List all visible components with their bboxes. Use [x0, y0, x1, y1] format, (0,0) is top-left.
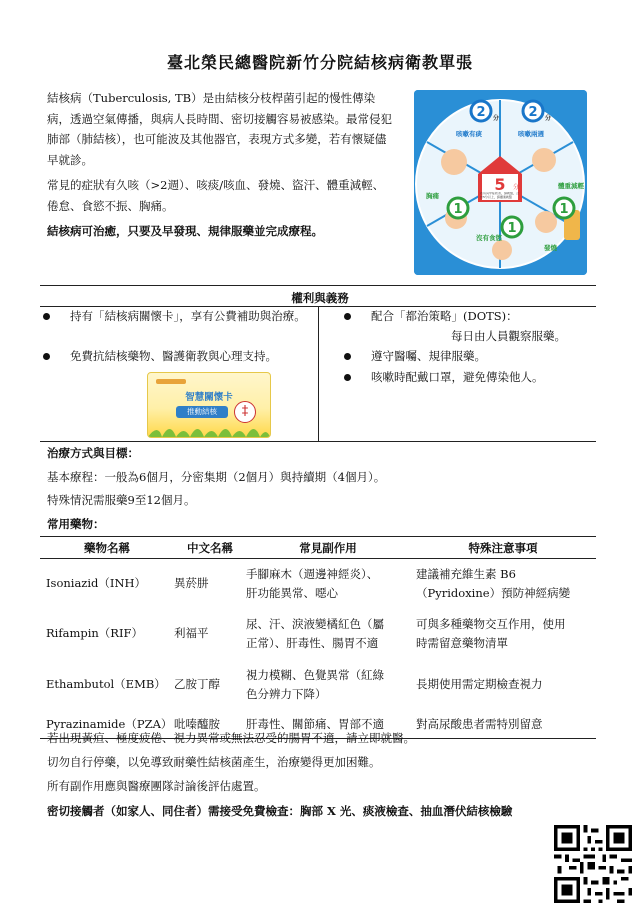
drug-side-effects: 手腳麻木（週邊神經炎）、 肝功能異常、噁心	[246, 566, 379, 600]
drug-notes: 長期使用需定期檢查視力	[416, 677, 543, 691]
label-chest-pain: 胸痛	[426, 192, 439, 200]
card-button: 推動結核	[176, 406, 228, 418]
intro-paragraph-2: 常見的症狀有久咳（>2週）、咳痰/咳血、發燒、盜汗、體重減輕、倦怠、食慾不振、胸痛。	[47, 178, 385, 213]
drug-table	[40, 536, 596, 739]
note-discuss-team: 所有副作用應與醫療團隊討論後評估處置。	[47, 779, 266, 793]
drug-name: Ethambutol（EMB）	[46, 677, 166, 691]
bullet-icon	[43, 313, 50, 320]
drug-chinese-name: 吡嗪醯胺	[174, 716, 220, 731]
drug-name: Pyrazinamide（PZA）	[46, 716, 173, 731]
column-header: 藥物名稱	[40, 537, 174, 559]
card-title: 智慧關懷卡	[185, 392, 233, 403]
bullet-icon	[43, 353, 50, 360]
rights-bottom-rule	[40, 441, 596, 442]
intro-paragraph-1: 結核病（Tuberculosis, TB）是由結核分枝桿菌引起的慢性傳染病，透過空氣傳播，與病人長時間、密切接觸容易被感染。最常侵犯肺部（肺結核），也可能波及其他器官，表現方式多變，若有懷疑儘早就診。	[47, 91, 392, 167]
figure-coughing	[441, 149, 467, 175]
tb-care-card-image	[147, 372, 271, 438]
score-badge-5: 1	[559, 202, 569, 217]
bullet-icon	[344, 313, 351, 320]
rights-title: 權利與義務	[291, 291, 349, 305]
rights-item: 免費抗結核藥物、醫護衛教與心理支持。	[70, 346, 310, 366]
double-cross-icon: ‡	[234, 401, 256, 423]
drug-chinese-name: 乙胺丁醇	[174, 677, 220, 691]
note-do-not-stop: 切勿自行停藥，以免導致耐藥性結核菌產生，治療變得更加困難。	[47, 755, 381, 769]
rights-divider	[318, 306, 319, 441]
qr-code-image[interactable]	[552, 825, 634, 903]
svg-text:分: 分	[545, 115, 552, 122]
treatment-special-case: 特殊情況需服藥9至12個月。	[47, 493, 196, 507]
svg-text:分: 分	[493, 115, 500, 122]
page-title: 臺北榮民總醫院新竹分院結核病衛教單張	[166, 53, 473, 72]
score-badge-2: 2	[528, 105, 538, 120]
note-seek-care: 若出現黃疸、極度疲倦、視力異常或無法忍受的腸胃不適，請立即就醫。	[47, 731, 415, 745]
treatment-heading: 治療方式與目標：	[47, 446, 139, 460]
label-cough-phlegm: 咳嗽有痰	[456, 130, 482, 138]
symptom-wheel-graphic	[414, 90, 587, 275]
label-no-appetite: 沒有食慾	[476, 234, 502, 242]
score-badge-3: 1	[453, 202, 463, 217]
table-row	[40, 559, 596, 609]
drug-notes: 可與多種藥物交互作用，使用 時需留意藥物清單	[416, 616, 566, 650]
drug-notes: 對高尿酸患者需特別留意	[416, 716, 543, 731]
column-header: 中文名稱	[174, 537, 246, 559]
bullet-icon	[344, 374, 351, 381]
rights-top-rule	[40, 285, 596, 286]
label-cough-two-weeks: 咳嗽兩週	[518, 130, 544, 138]
column-header: 特殊注意事項	[410, 537, 596, 559]
center-caption: 若有其中症狀者，請就醫，合計5分以上，請儘速就醫	[480, 192, 520, 199]
svg-text:分: 分	[513, 184, 520, 191]
note-close-contacts: 密切接觸者（如家人、同住者）需接受免費檢查：胸部 X 光、痰液檢查、抽血潛伏結核檢驗	[47, 804, 513, 818]
center-score: 5	[494, 175, 506, 194]
score-badge-1: 2	[476, 105, 486, 120]
drug-side-effects: 尿、汗、淚液變橘紅色（屬 正常）、肝毒性、腸胃不適	[246, 616, 384, 650]
drug-name: Isoniazid（INH）	[46, 576, 147, 591]
bullet-icon	[344, 353, 351, 360]
drug-chinese-name: 異菸肼	[174, 576, 209, 591]
label-fever: 發燒	[544, 244, 557, 252]
drug-notes: 建議補充維生素 B6 （Pyridoxine）預防神經病變	[416, 566, 571, 600]
rights-item: 持有「結核病關懷卡」，享有公費補助與治療。	[70, 306, 310, 326]
duties-item: 咳嗽時配戴口罩，避免傳染他人。	[371, 367, 591, 387]
card-grass-decoration	[148, 421, 270, 437]
duties-item: 配合「都治策略」(DOTS)： 每日由人員觀察服藥。	[371, 306, 591, 346]
score-badge-4: 1	[507, 221, 517, 236]
intro-text	[47, 88, 392, 247]
duties-item: 遵守醫囑、規律服藥。	[371, 346, 591, 366]
column-header: 常見副作用	[246, 537, 410, 559]
drugs-heading: 常用藥物：	[47, 517, 105, 531]
table-row	[40, 659, 596, 711]
table-row	[40, 609, 596, 659]
symptom-score-wheel	[414, 90, 587, 275]
table-header-row	[40, 537, 596, 559]
drug-chinese-name: 利福平	[174, 626, 209, 640]
drug-side-effects: 視力模糊、色覺異常（紅綠 色分辨力下降）	[246, 667, 384, 701]
intro-paragraph-3: 結核病可治癒，只要及早發現、規律服藥並完成療程。	[47, 224, 323, 238]
label-weight-loss: 體重減輕	[558, 182, 584, 190]
treatment-basic-course: 基本療程：一般為6個月，分密集期（2個月）與持續期（4個月）。	[47, 470, 386, 484]
drug-side-effects: 肝毒性、關節痛、胃部不適	[246, 716, 384, 731]
drug-name: Rifampin（RIF）	[46, 626, 143, 640]
